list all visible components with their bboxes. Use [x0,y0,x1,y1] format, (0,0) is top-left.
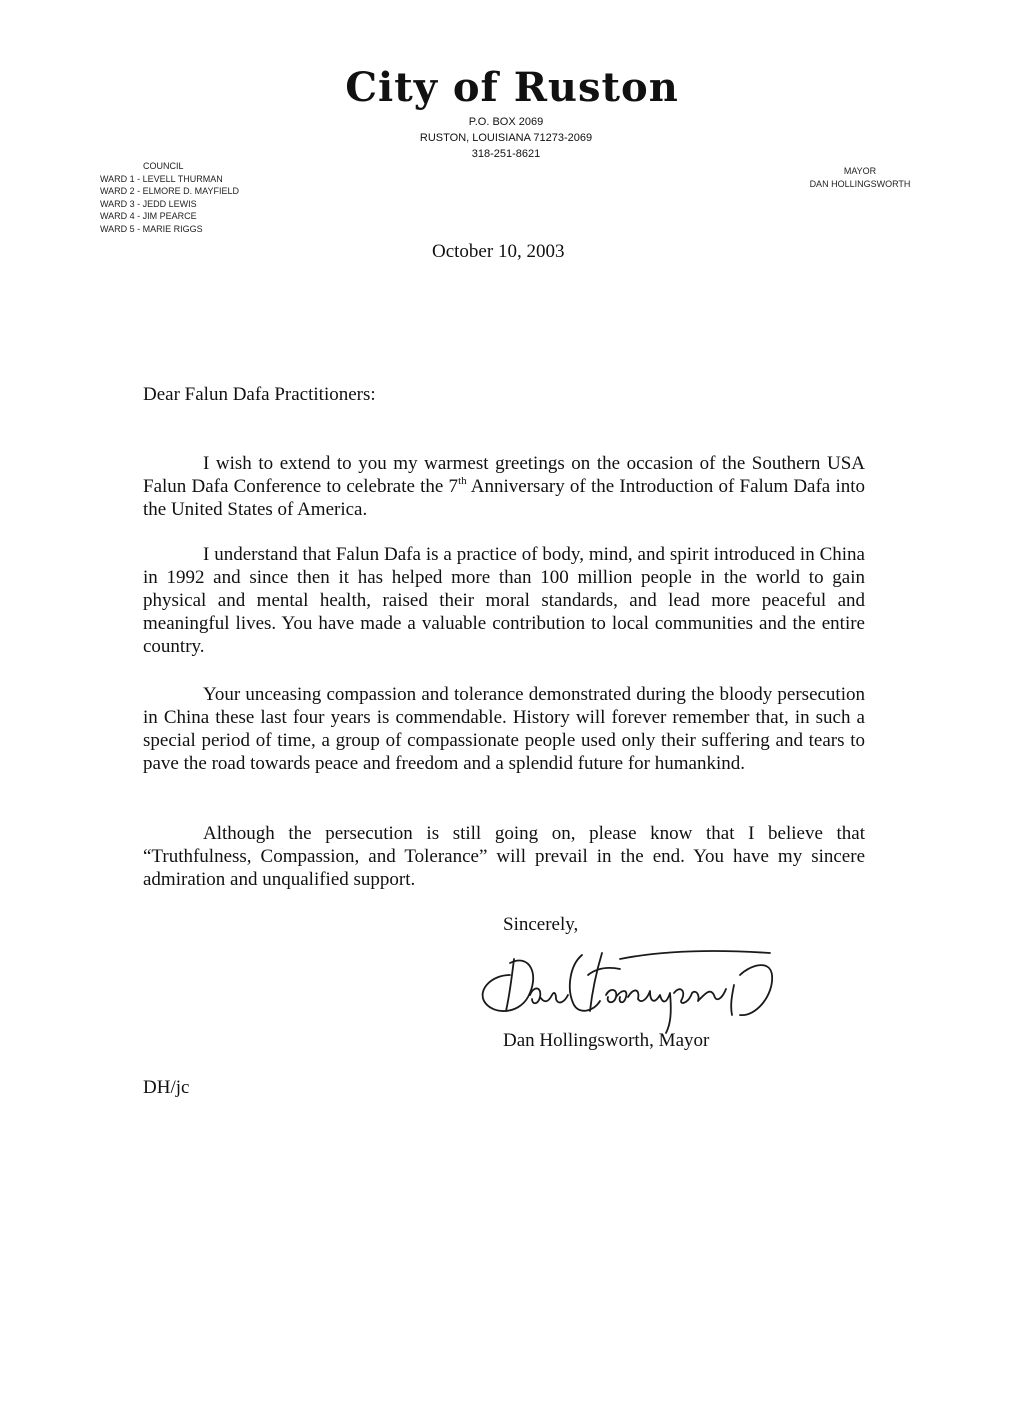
council-member: WARD 2 - ELMORE D. MAYFIELD [100,186,240,196]
paragraph-support: Although the persecution is still going on, please know that I believe that “Truthfulness, Compassion, and Tolerance” will prevail in the end. You have my sincere admiration and unqualified support. [143,823,865,890]
council-list [100,160,239,235]
address-line-po-box: P.O. BOX 2069 [468,116,544,128]
salutation: Dear Falun Dafa Practitioners: [143,384,376,405]
ordinal-superscript: th [458,475,467,487]
mayor-title: MAYOR [843,166,877,176]
handwritten-signature [470,945,780,1035]
paragraph-greeting-text-end: Anniversary of the Introduction of Falum Dafa into the United States of America. [143,476,865,520]
letterhead-title: City of Ruston [345,64,679,111]
mayor-name: DAN HOLLINGSWORTH [809,179,911,189]
paragraph-compassion: Your unceasing compassion and tolerance demonstrated during the bloody persecution in China these last four years is commendable. History will forever remember that, in such a special period of time, a group of compassionate people used only their suffering and tears to pave the road towards peace and freedom and a splendid future for humankind. [143,684,865,774]
paragraph-understanding: I understand that Falun Dafa is a practice of body, mind, and spirit introduced in China in 1992 and since then it has helped more than 100 million people in the world to gain physical and mental health, raised their moral standards, and lead more peaceful and meaningful lives. You have made a valuable contribution to local communities and the entire country. [143,544,865,657]
council-member: WARD 5 - MARIE RIGGS [100,223,203,234]
letterhead-address [0,114,1012,162]
council-member: WARD 4 - JIM PEARCE [100,211,197,221]
address-line-phone: 318-251-8621 [471,148,541,160]
council-member: WARD 1 - LEVELL THURMAN [100,173,223,184]
letter-date: October 10, 2003 [432,241,565,262]
paragraph-greeting-text: I wish to extend to you my warmest greetings on the occasion of the Southern USA Falun Dafa Conference to celebrate the 7 [143,453,865,497]
signature-name: Dan Hollingsworth, Mayor [503,1030,710,1051]
typist-initials: DH/jc [143,1077,190,1098]
closing: Sincerely, [503,914,579,935]
address-line-city: RUSTON, LOUISIANA 71273-2069 [419,132,593,144]
mayor-block [780,165,940,191]
council-member: WARD 3 - JEDD LEWIS [100,198,197,209]
council-title: COUNCIL [143,161,184,171]
paragraph-greeting [143,452,865,521]
